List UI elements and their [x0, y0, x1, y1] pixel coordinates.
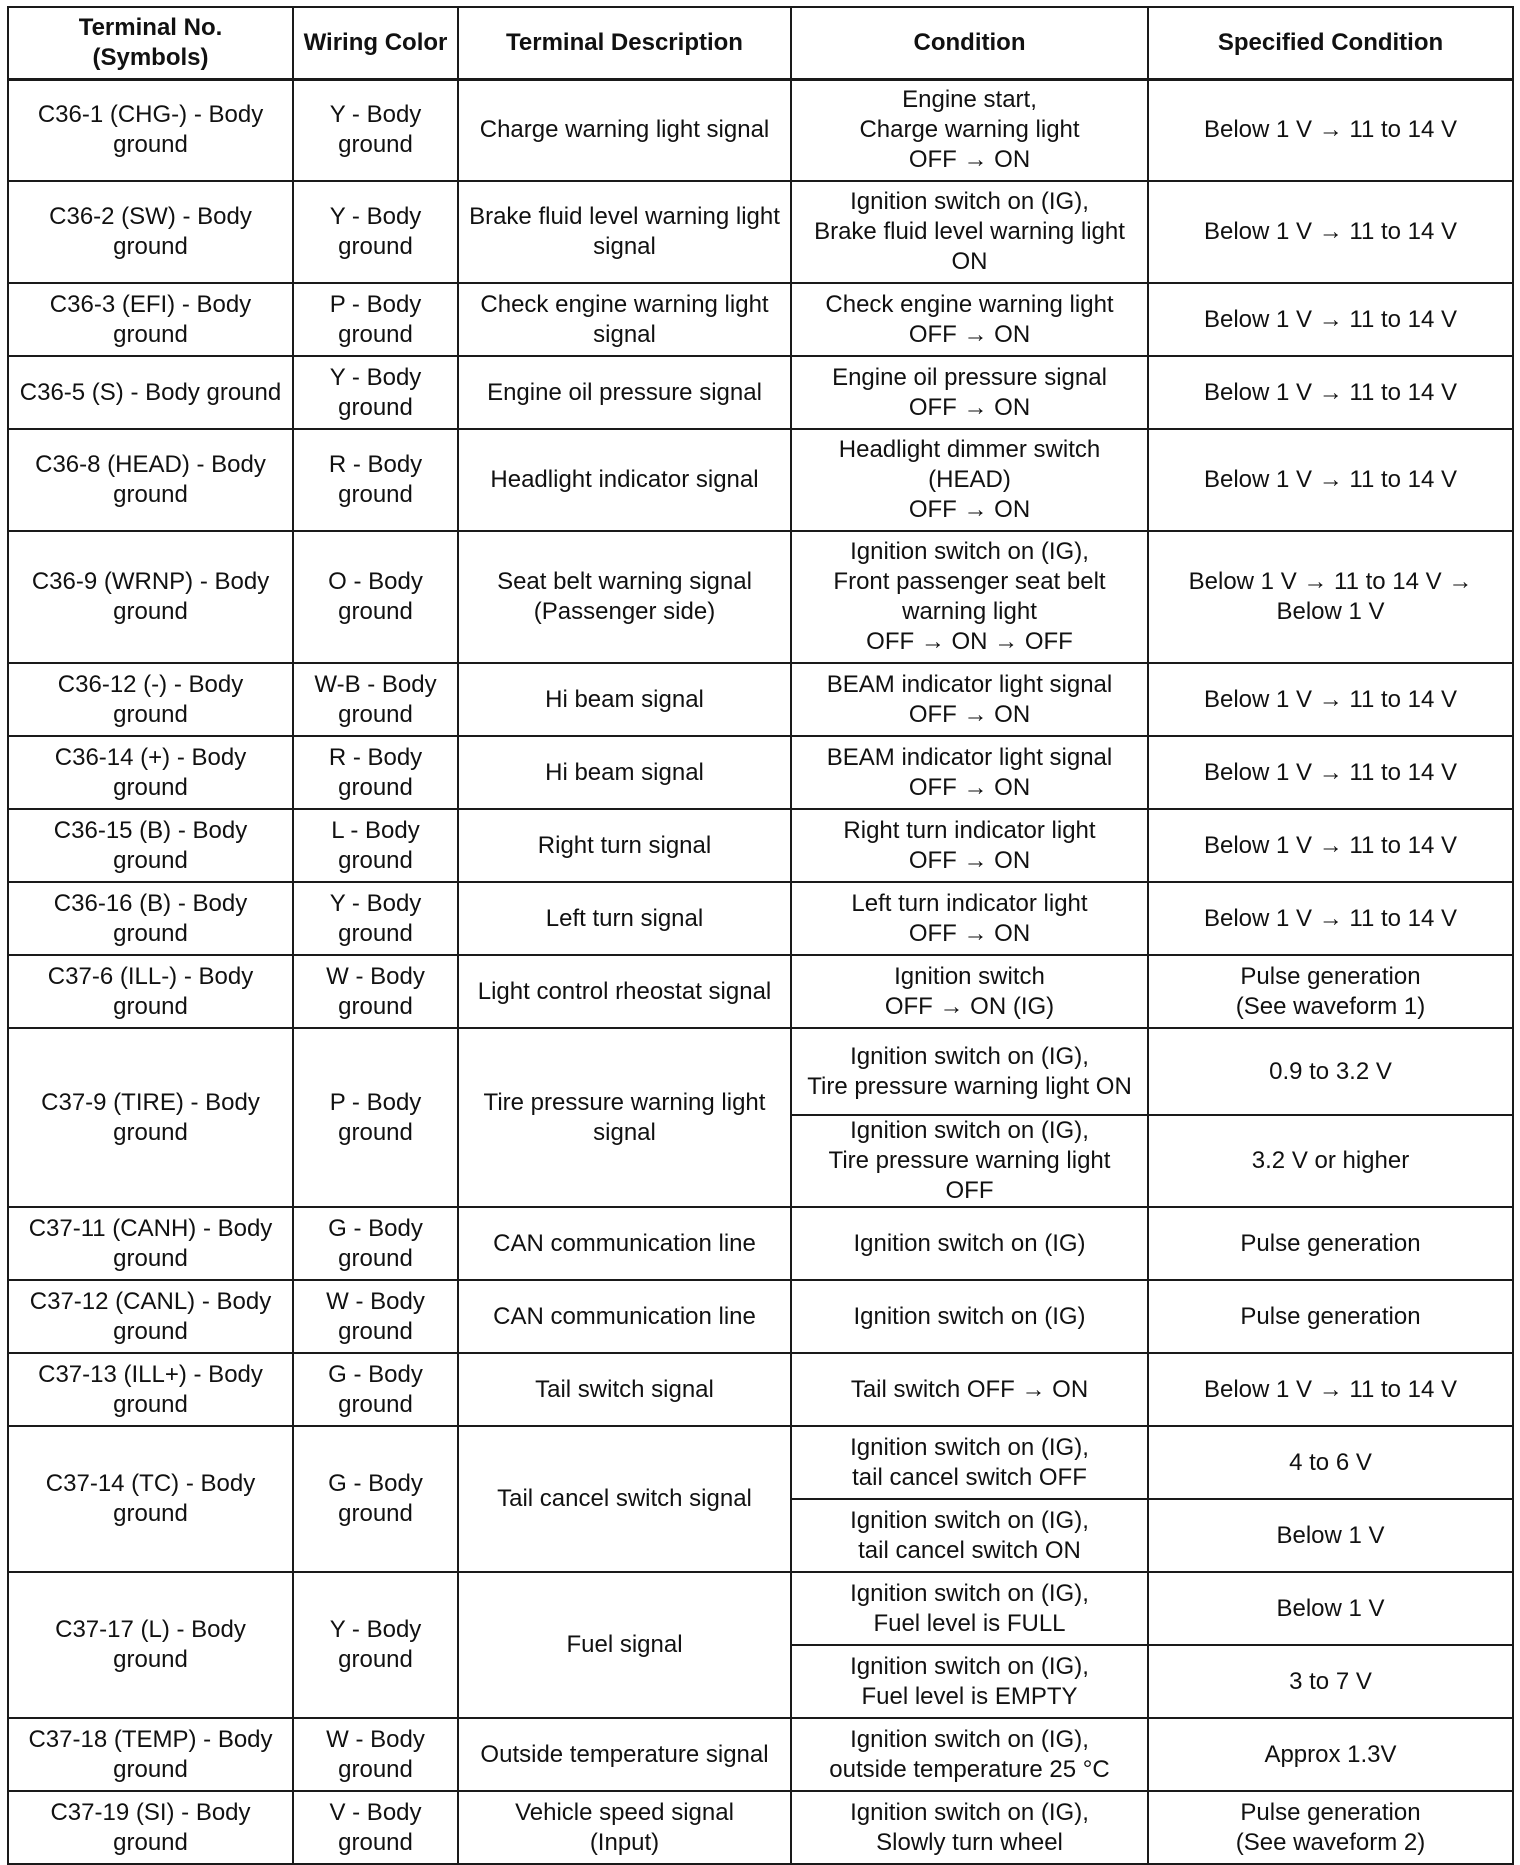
condition-cell: Ignition switch on (IG), Slowly turn wheel [791, 1791, 1148, 1864]
terminal-spec-table [7, 6, 1514, 1865]
header-terminal-no: Terminal No. (Symbols) [8, 7, 293, 79]
wiring-color-cell: W - Body ground [293, 1718, 458, 1791]
table-row [8, 1426, 1513, 1499]
specified-condition-cell: Pulse generation [1148, 1280, 1513, 1353]
table-row [8, 663, 1513, 736]
specified-condition-cell: Approx 1.3V [1148, 1718, 1513, 1791]
table-row [8, 736, 1513, 809]
condition-cell: Ignition switch on (IG), Tire pressure warning light OFF [791, 1115, 1148, 1207]
wiring-color-cell: P - Body ground [293, 283, 458, 356]
terminal-cell: C37-18 (TEMP) - Body ground [8, 1718, 293, 1791]
condition-cell: Ignition switch on (IG), tail cancel switch OFF [791, 1426, 1148, 1499]
wiring-color-cell: Y - Body ground [293, 181, 458, 283]
wiring-color-cell: Y - Body ground [293, 79, 458, 181]
terminal-cell: C37-19 (SI) - Body ground [8, 1791, 293, 1864]
specified-condition-cell: Below 1 V → 11 to 14 V [1148, 429, 1513, 531]
terminal-description-cell: Light control rheostat signal [458, 955, 791, 1028]
header-specified-condition: Specified Condition [1148, 7, 1513, 79]
specified-condition-cell: 0.9 to 3.2 V [1148, 1028, 1513, 1115]
terminal-description-cell: Tail cancel switch signal [458, 1426, 791, 1572]
terminal-cell: C36-12 (-) - Body ground [8, 663, 293, 736]
specified-condition-cell: Below 1 V [1148, 1499, 1513, 1572]
condition-cell: Engine oil pressure signal OFF → ON [791, 356, 1148, 429]
specified-condition-cell: Below 1 V → 11 to 14 V [1148, 736, 1513, 809]
terminal-cell: C36-16 (B) - Body ground [8, 882, 293, 955]
terminal-cell: C37-9 (TIRE) - Body ground [8, 1028, 293, 1207]
specified-condition-cell: Below 1 V [1148, 1572, 1513, 1645]
wiring-color-cell: Y - Body ground [293, 1572, 458, 1718]
condition-cell: BEAM indicator light signal OFF → ON [791, 663, 1148, 736]
wiring-color-cell: W-B - Body ground [293, 663, 458, 736]
table-row [8, 1280, 1513, 1353]
header-wiring-color: Wiring Color [293, 7, 458, 79]
wiring-color-cell: W - Body ground [293, 955, 458, 1028]
condition-cell: Tail switch OFF → ON [791, 1353, 1148, 1426]
condition-cell: Engine start, Charge warning light OFF → ON [791, 79, 1148, 181]
specified-condition-cell: Pulse generation (See waveform 1) [1148, 955, 1513, 1028]
table-row [8, 1791, 1513, 1864]
wiring-color-cell: O - Body ground [293, 531, 458, 663]
terminal-cell: C37-13 (ILL+) - Body ground [8, 1353, 293, 1426]
terminal-description-cell: Hi beam signal [458, 663, 791, 736]
terminal-description-cell: Headlight indicator signal [458, 429, 791, 531]
specified-condition-cell: Below 1 V → 11 to 14 V [1148, 663, 1513, 736]
terminal-description-cell: Brake fluid level warning light signal [458, 181, 791, 283]
wiring-color-cell: Y - Body ground [293, 882, 458, 955]
terminal-description-cell: Seat belt warning signal (Passenger side) [458, 531, 791, 663]
terminal-description-cell: Fuel signal [458, 1572, 791, 1718]
specified-condition-cell: 4 to 6 V [1148, 1426, 1513, 1499]
specified-condition-cell: 3.2 V or higher [1148, 1115, 1513, 1207]
terminal-description-cell: Hi beam signal [458, 736, 791, 809]
wiring-color-cell: R - Body ground [293, 736, 458, 809]
condition-cell: Ignition switch on (IG), tail cancel switch ON [791, 1499, 1148, 1572]
terminal-description-cell: Engine oil pressure signal [458, 356, 791, 429]
terminal-cell: C36-8 (HEAD) - Body ground [8, 429, 293, 531]
table-row [8, 1718, 1513, 1791]
table-row [8, 1207, 1513, 1280]
table-row [8, 181, 1513, 283]
condition-cell: Headlight dimmer switch (HEAD) OFF → ON [791, 429, 1148, 531]
condition-cell: Ignition switch on (IG), Fuel level is FULL [791, 1572, 1148, 1645]
wiring-color-cell: G - Body ground [293, 1426, 458, 1572]
terminal-cell: C36-15 (B) - Body ground [8, 809, 293, 882]
terminal-cell: C36-9 (WRNP) - Body ground [8, 531, 293, 663]
specified-condition-cell: Pulse generation (See waveform 2) [1148, 1791, 1513, 1864]
terminal-description-cell: Outside temperature signal [458, 1718, 791, 1791]
terminal-cell: C36-14 (+) - Body ground [8, 736, 293, 809]
terminal-description-cell: Charge warning light signal [458, 79, 791, 181]
table-row [8, 1028, 1513, 1115]
condition-cell: BEAM indicator light signal OFF → ON [791, 736, 1148, 809]
condition-cell: Ignition switch on (IG), Brake fluid level warning light ON [791, 181, 1148, 283]
specified-condition-cell: Below 1 V → 11 to 14 V [1148, 181, 1513, 283]
table-row [8, 356, 1513, 429]
table-row [8, 429, 1513, 531]
terminal-cell: C37-14 (TC) - Body ground [8, 1426, 293, 1572]
table-row [8, 79, 1513, 181]
terminal-description-cell: Left turn signal [458, 882, 791, 955]
terminal-description-cell: Tail switch signal [458, 1353, 791, 1426]
table-row [8, 283, 1513, 356]
table-body [8, 79, 1513, 1864]
terminal-cell: C37-17 (L) - Body ground [8, 1572, 293, 1718]
terminal-cell: C36-5 (S) - Body ground [8, 356, 293, 429]
specified-condition-cell: Below 1 V → 11 to 14 V [1148, 882, 1513, 955]
condition-cell: Ignition switch on (IG), Tire pressure warning light ON [791, 1028, 1148, 1115]
specified-condition-cell: Below 1 V → 11 to 14 V [1148, 1353, 1513, 1426]
terminal-cell: C36-2 (SW) - Body ground [8, 181, 293, 283]
condition-cell: Ignition switch on (IG), outside temperature 25 °C [791, 1718, 1148, 1791]
header-terminal-description: Terminal Description [458, 7, 791, 79]
specified-condition-cell: Below 1 V → 11 to 14 V [1148, 79, 1513, 181]
specified-condition-cell: Below 1 V → 11 to 14 V [1148, 809, 1513, 882]
specified-condition-cell: Below 1 V → 11 to 14 V → Below 1 V [1148, 531, 1513, 663]
terminal-cell: C36-3 (EFI) - Body ground [8, 283, 293, 356]
condition-cell: Right turn indicator light OFF → ON [791, 809, 1148, 882]
specified-condition-cell: Below 1 V → 11 to 14 V [1148, 356, 1513, 429]
terminal-cell: C37-11 (CANH) - Body ground [8, 1207, 293, 1280]
header-row [8, 7, 1513, 79]
terminal-description-cell: CAN communication line [458, 1280, 791, 1353]
wiring-color-cell: V - Body ground [293, 1791, 458, 1864]
specified-condition-cell: 3 to 7 V [1148, 1645, 1513, 1718]
terminal-description-cell: Right turn signal [458, 809, 791, 882]
terminal-cell: C37-12 (CANL) - Body ground [8, 1280, 293, 1353]
wiring-color-cell: Y - Body ground [293, 356, 458, 429]
wiring-color-cell: W - Body ground [293, 1280, 458, 1353]
header-condition: Condition [791, 7, 1148, 79]
table-row [8, 955, 1513, 1028]
condition-cell: Check engine warning light OFF → ON [791, 283, 1148, 356]
specified-condition-cell: Pulse generation [1148, 1207, 1513, 1280]
condition-cell: Left turn indicator light OFF → ON [791, 882, 1148, 955]
table-row [8, 531, 1513, 663]
condition-cell: Ignition switch on (IG) [791, 1207, 1148, 1280]
table-row [8, 882, 1513, 955]
terminal-description-cell: CAN communication line [458, 1207, 791, 1280]
wiring-color-cell: G - Body ground [293, 1207, 458, 1280]
wiring-color-cell: R - Body ground [293, 429, 458, 531]
terminal-description-cell: Tire pressure warning light signal [458, 1028, 791, 1207]
condition-cell: Ignition switch on (IG) [791, 1280, 1148, 1353]
table-row [8, 809, 1513, 882]
terminal-cell: C37-6 (ILL-) - Body ground [8, 955, 293, 1028]
terminal-description-cell: Vehicle speed signal (Input) [458, 1791, 791, 1864]
terminal-description-cell: Check engine warning light signal [458, 283, 791, 356]
terminal-cell: C36-1 (CHG-) - Body ground [8, 79, 293, 181]
condition-cell: Ignition switch on (IG), Front passenger seat belt warning light OFF → ON → OFF [791, 531, 1148, 663]
condition-cell: Ignition switch on (IG), Fuel level is EMPTY [791, 1645, 1148, 1718]
wiring-color-cell: G - Body ground [293, 1353, 458, 1426]
specified-condition-cell: Below 1 V → 11 to 14 V [1148, 283, 1513, 356]
wiring-color-cell: P - Body ground [293, 1028, 458, 1207]
table-row [8, 1353, 1513, 1426]
condition-cell: Ignition switch OFF → ON (IG) [791, 955, 1148, 1028]
table-row [8, 1572, 1513, 1645]
wiring-color-cell: L - Body ground [293, 809, 458, 882]
